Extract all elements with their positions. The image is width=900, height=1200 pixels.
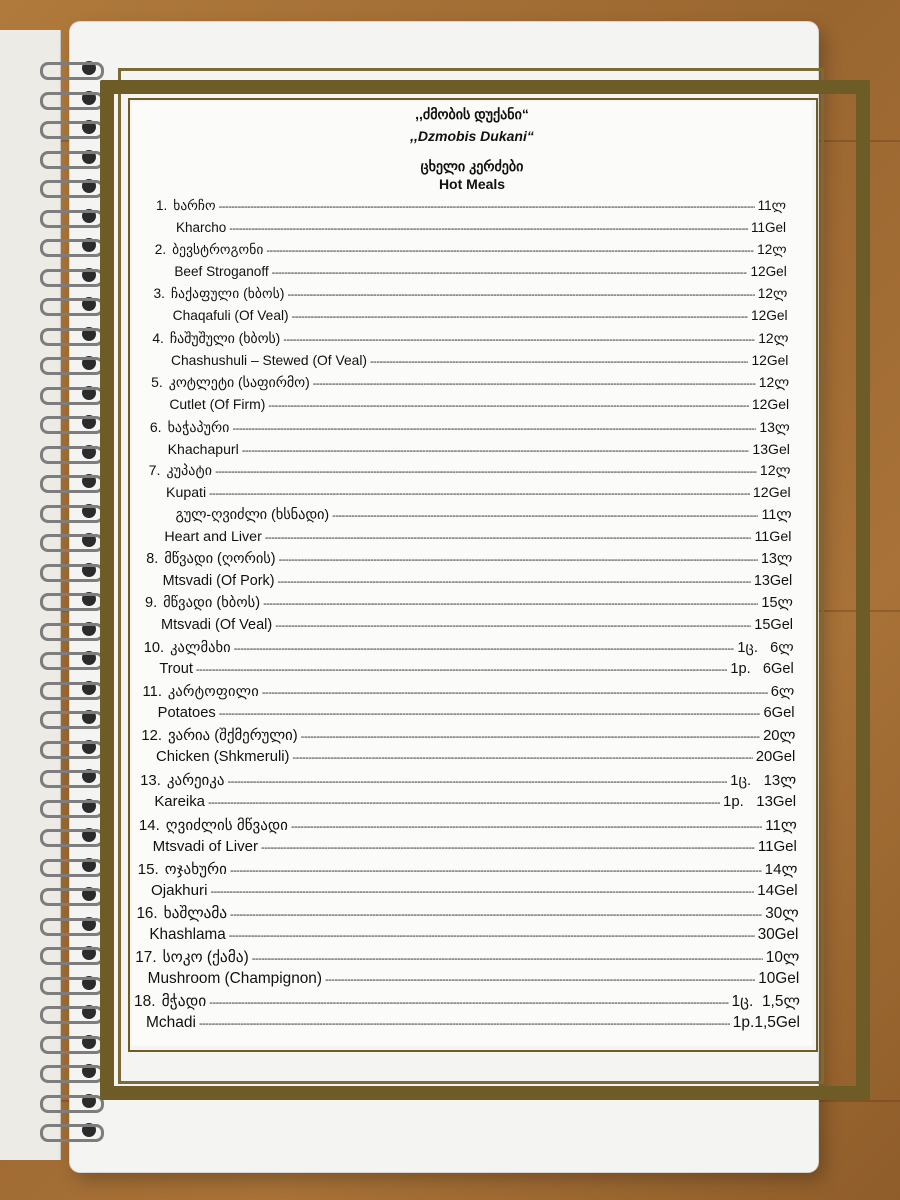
menu-content bbox=[132, 102, 812, 1046]
binding-coil bbox=[40, 269, 104, 287]
item-name-georgian: ხაშლამა bbox=[163, 904, 228, 922]
menu-item-english bbox=[153, 838, 797, 858]
binding-coil bbox=[40, 446, 104, 464]
item-price-georgian: 1ც. 6ლ bbox=[737, 640, 794, 657]
item-name-english: Chaqafuli (Of Veal) bbox=[172, 308, 289, 324]
dot-leader bbox=[275, 620, 751, 632]
item-number: 4. bbox=[152, 330, 164, 347]
spiral-binding bbox=[0, 40, 110, 1140]
binding-coil bbox=[40, 888, 104, 906]
menu-item-georgian bbox=[139, 816, 797, 836]
dot-leader bbox=[288, 289, 755, 301]
item-name-georgian: მწვადი (ღორის) bbox=[164, 550, 276, 567]
item-name-english: Khashlama bbox=[149, 925, 226, 943]
menu-item-georgian bbox=[154, 286, 788, 306]
menu-item-georgian bbox=[138, 860, 798, 880]
item-name-english: Trout bbox=[159, 661, 193, 678]
item-name-english: Kupati bbox=[166, 484, 207, 501]
item-name-georgian: გულ-ღვიძლი (ხსნადი) bbox=[175, 506, 330, 523]
item-price-english: 6Gel bbox=[763, 705, 795, 722]
item-name-english: Mtsvadi (Of Pork) bbox=[162, 572, 275, 589]
item-number: 7. bbox=[148, 462, 161, 479]
item-name-georgian: ღვიძლის მწვადი bbox=[165, 816, 288, 834]
menu-item-georgian bbox=[146, 551, 792, 571]
item-price-georgian: 11ლ bbox=[761, 506, 792, 523]
section-title-english: Hot Meals bbox=[438, 176, 506, 192]
item-name-georgian: კარეიკა bbox=[166, 772, 225, 790]
item-name-georgian: მწვადი (ხბოს) bbox=[163, 594, 261, 611]
menu-item-english bbox=[176, 220, 786, 240]
binding-coil bbox=[40, 1124, 104, 1142]
item-price-english: 11Gel bbox=[757, 837, 797, 855]
menu-item-georgian bbox=[150, 419, 790, 439]
item-name-georgian: კოტლეტი (საფირმო) bbox=[168, 374, 310, 391]
binding-coil bbox=[40, 1095, 104, 1113]
menu-item-georgian bbox=[135, 948, 799, 968]
binding-coil bbox=[40, 1036, 104, 1054]
menu-item-english bbox=[173, 308, 788, 328]
dot-leader bbox=[325, 974, 755, 986]
item-price-georgian: 12ლ bbox=[759, 462, 791, 479]
item-name-english: Potatoes bbox=[157, 705, 216, 722]
item-price-georgian: 12ლ bbox=[757, 286, 788, 302]
dot-leader bbox=[293, 752, 753, 764]
item-price-georgian: 20ლ bbox=[763, 728, 796, 745]
item-number: 5. bbox=[151, 374, 163, 391]
item-price-georgian: 13ლ bbox=[760, 550, 793, 567]
item-name-georgian: ხაჭაპური bbox=[167, 418, 230, 435]
item-price-georgian: 12ლ bbox=[757, 242, 787, 258]
dot-leader bbox=[263, 598, 758, 610]
item-name-georgian: სოკო (ქამა) bbox=[162, 948, 249, 966]
dot-leader bbox=[266, 245, 754, 257]
item-price-english: 13Gel bbox=[753, 572, 793, 589]
item-number: 10. bbox=[143, 640, 165, 657]
binding-coil bbox=[40, 918, 104, 936]
dot-leader bbox=[209, 997, 728, 1009]
menu-item-english bbox=[146, 1014, 800, 1034]
dot-leader bbox=[262, 687, 768, 699]
item-price-english: 14Gel bbox=[757, 881, 798, 899]
item-price-georgian: 15ლ bbox=[761, 594, 793, 611]
menu-item-georgian bbox=[141, 727, 795, 747]
binding-coil bbox=[40, 416, 104, 434]
dot-leader bbox=[210, 886, 754, 898]
restaurant-name-georgian: ,,ძმობის დუქანი“ bbox=[415, 106, 529, 122]
restaurant-name-english: ,,Dzmobis Dukani“ bbox=[410, 128, 534, 144]
binding-coil bbox=[40, 239, 104, 257]
binding-coil bbox=[40, 859, 104, 877]
binding-coil bbox=[40, 1065, 104, 1083]
menu-item-english bbox=[149, 926, 798, 946]
item-price-english: 12Gel bbox=[751, 396, 790, 413]
item-name-english: Ojakhuri bbox=[151, 881, 208, 899]
dot-leader bbox=[313, 378, 756, 390]
item-name-english: Beef Stroganoff bbox=[174, 264, 269, 280]
item-name-english: Cutlet (Of Firm) bbox=[169, 396, 266, 413]
item-price-english: 12Gel bbox=[751, 352, 789, 369]
item-price-english: 10Gel bbox=[758, 969, 800, 987]
dot-leader bbox=[219, 708, 761, 720]
item-price-georgian: 11ლ bbox=[765, 816, 797, 834]
binding-coil bbox=[40, 328, 104, 346]
item-name-english: Mchadi bbox=[146, 1014, 196, 1031]
dot-leader bbox=[208, 797, 720, 809]
item-name-georgian: ხარჩო bbox=[173, 198, 216, 213]
item-number: 13. bbox=[140, 772, 161, 790]
item-name-english: Heart and Liver bbox=[164, 528, 262, 545]
binding-coil bbox=[40, 210, 104, 228]
dot-leader bbox=[301, 731, 760, 743]
item-name-english: Mushroom (Champignon) bbox=[147, 969, 322, 987]
dot-leader bbox=[252, 953, 763, 965]
item-price-english: 11Gel bbox=[754, 528, 792, 545]
binding-coil bbox=[40, 977, 104, 995]
binding-coil bbox=[40, 741, 104, 759]
item-name-georgian: ჩაშუშული (ხბოს) bbox=[169, 330, 281, 347]
dot-leader bbox=[370, 356, 748, 368]
binding-coil bbox=[40, 593, 104, 611]
item-number: 9. bbox=[145, 594, 158, 611]
item-number: 16. bbox=[136, 904, 158, 922]
dot-leader bbox=[228, 776, 728, 788]
item-number: 18. bbox=[134, 992, 156, 1010]
item-name-georgian: კალმახი bbox=[170, 640, 231, 657]
item-number: 2. bbox=[154, 242, 167, 258]
binding-coil bbox=[40, 121, 104, 139]
dot-leader bbox=[277, 576, 750, 588]
menu-item-english bbox=[171, 352, 788, 372]
menu-item-georgian bbox=[136, 904, 798, 924]
menu-item-english bbox=[151, 882, 798, 902]
item-price-georgian: 13ლ bbox=[759, 418, 790, 435]
dot-leader bbox=[261, 842, 755, 854]
menu-item-georgian bbox=[149, 463, 791, 483]
item-number: 12. bbox=[141, 728, 162, 745]
item-name-english: Kharcho bbox=[176, 220, 227, 236]
dot-leader bbox=[272, 267, 748, 279]
binding-coil bbox=[40, 92, 104, 110]
menu-item-georgian bbox=[155, 242, 787, 262]
binding-coil bbox=[40, 770, 104, 788]
item-price-english: 20Gel bbox=[755, 749, 796, 766]
menu-item-english bbox=[154, 793, 796, 813]
menu-item-english bbox=[161, 617, 793, 637]
dot-leader bbox=[209, 488, 750, 500]
item-name-georgian: ჩაქაფული (ხბოს) bbox=[171, 286, 285, 302]
menu-item-georgian bbox=[144, 639, 794, 659]
item-price-english: 12Gel bbox=[750, 308, 788, 324]
binding-coil bbox=[40, 652, 104, 670]
section-title-georgian: ცხელი კერძები bbox=[420, 158, 524, 174]
menu-item-english bbox=[163, 573, 793, 593]
binding-coil bbox=[40, 475, 104, 493]
binding-coil bbox=[40, 800, 104, 818]
dot-leader bbox=[332, 510, 758, 522]
item-number: 15. bbox=[137, 860, 159, 878]
dot-leader bbox=[234, 643, 735, 655]
menu-item-georgian bbox=[134, 992, 800, 1012]
binding-coil bbox=[40, 829, 104, 847]
item-number: 11. bbox=[142, 684, 162, 701]
dot-leader bbox=[268, 400, 749, 412]
item-price-english: 30Gel bbox=[757, 925, 799, 943]
binding-coil bbox=[40, 534, 104, 552]
dot-leader bbox=[219, 201, 755, 213]
item-price-georgian: 12ლ bbox=[758, 330, 789, 347]
dot-leader bbox=[279, 554, 758, 566]
binding-coil bbox=[40, 505, 104, 523]
item-price-georgian: 30ლ bbox=[765, 904, 799, 922]
item-price-georgian: 1ც. 13ლ bbox=[730, 772, 797, 790]
item-number: 14. bbox=[138, 816, 160, 834]
menu-item-georgian bbox=[143, 683, 795, 703]
menu-item-georgian bbox=[156, 198, 786, 218]
binding-coil bbox=[40, 623, 104, 641]
dot-leader bbox=[265, 532, 752, 544]
item-price-georgian: 1ც. 1,5ლ bbox=[731, 992, 800, 1010]
binding-coil bbox=[40, 151, 104, 169]
item-name-english: Mtsvadi (Of Veal) bbox=[161, 617, 273, 634]
item-name-english: Khachapurl bbox=[167, 440, 239, 457]
dot-leader bbox=[283, 334, 755, 346]
item-name-georgian: ვარია (შქმერული) bbox=[167, 728, 298, 745]
menu-item-english bbox=[168, 441, 790, 461]
item-price-english: 1p. 6Gel bbox=[730, 661, 794, 678]
dot-leader bbox=[292, 311, 748, 323]
dot-leader bbox=[196, 664, 728, 676]
binding-coil bbox=[40, 298, 104, 316]
item-price-georgian: 6ლ bbox=[770, 684, 795, 701]
item-price-georgian: 14ლ bbox=[764, 860, 798, 878]
menu-item-georgian bbox=[151, 374, 789, 394]
item-number: 8. bbox=[146, 550, 159, 567]
binding-coil bbox=[40, 180, 104, 198]
binding-coil bbox=[40, 357, 104, 375]
item-name-georgian: ბევსტროგონი bbox=[172, 242, 264, 258]
dot-leader bbox=[199, 1018, 730, 1030]
menu-item-english bbox=[156, 749, 795, 769]
menu-item-georgian bbox=[140, 771, 796, 791]
dot-leader bbox=[291, 821, 762, 833]
dot-leader bbox=[229, 930, 755, 942]
dot-leader bbox=[242, 445, 750, 457]
item-number: 1. bbox=[156, 198, 168, 213]
item-price-english: 11Gel bbox=[750, 220, 786, 236]
binding-coil bbox=[40, 682, 104, 700]
menu-item-english bbox=[148, 970, 800, 990]
item-name-georgian: მჭადი bbox=[161, 992, 207, 1010]
binding-coil bbox=[40, 62, 104, 80]
item-price-english: 13Gel bbox=[752, 440, 790, 457]
item-name-english: Mtsvadi of Liver bbox=[152, 837, 259, 855]
menu-item-georgian bbox=[152, 330, 788, 350]
menu-item-english bbox=[159, 661, 793, 681]
item-name-georgian: ოჯახური bbox=[164, 860, 227, 878]
item-price-georgian: 12ლ bbox=[758, 374, 790, 391]
item-number: 3. bbox=[153, 286, 165, 302]
dot-leader bbox=[229, 223, 748, 235]
item-name-english: Kareika bbox=[154, 793, 205, 811]
item-price-english: 12Gel bbox=[752, 484, 791, 501]
menu-item-english bbox=[174, 264, 786, 284]
dot-leader bbox=[230, 865, 762, 877]
item-price-georgian: 11ლ bbox=[757, 198, 786, 213]
item-name-georgian: კუპატი bbox=[166, 462, 213, 479]
menu-item-english bbox=[164, 529, 791, 549]
item-number: 17. bbox=[135, 948, 157, 966]
item-name-english: Chashushuli – Stewed (Of Veal) bbox=[171, 352, 368, 369]
dot-leader bbox=[230, 909, 762, 921]
item-price-english: 1p.1,5Gel bbox=[732, 1014, 800, 1031]
binding-coil bbox=[40, 564, 104, 582]
item-price-english: 1p. 13Gel bbox=[723, 793, 797, 811]
binding-coil bbox=[40, 711, 104, 729]
item-price-english: 12Gel bbox=[750, 264, 787, 280]
menu-item-georgian bbox=[145, 595, 793, 615]
dot-leader bbox=[232, 423, 756, 435]
item-price-georgian: 10ლ bbox=[765, 948, 800, 966]
binding-coil bbox=[40, 387, 104, 405]
binding-coil bbox=[40, 947, 104, 965]
item-price-english: 15Gel bbox=[754, 617, 793, 634]
item-name-georgian: კარტოფილი bbox=[167, 684, 259, 701]
menu-item-english bbox=[169, 396, 789, 416]
menu-item-georgian bbox=[147, 507, 791, 527]
binding-coil bbox=[40, 1006, 104, 1024]
dot-leader bbox=[215, 466, 757, 478]
menu-item-english bbox=[158, 705, 795, 725]
menu-item-english bbox=[166, 485, 791, 505]
item-name-english: Chicken (Shkmeruli) bbox=[156, 749, 290, 766]
item-number: 6. bbox=[149, 418, 162, 435]
